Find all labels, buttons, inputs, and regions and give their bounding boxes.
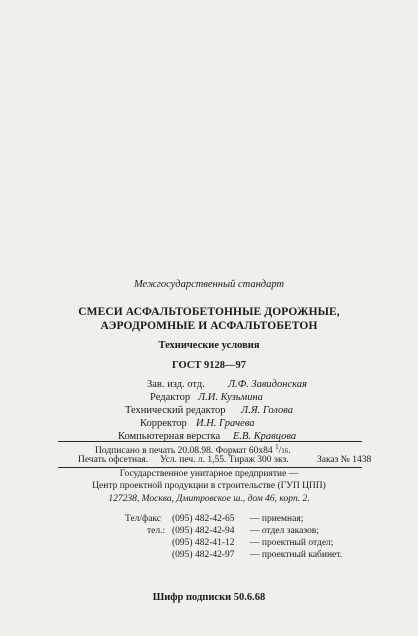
format-fraction: $^1$/16. <box>275 443 291 456</box>
phone-description: — приемная; <box>250 514 304 524</box>
phone-label: Тел/факс <box>125 514 162 524</box>
document-title-line-2: АЭРОДРОМНЫЕ И АСФАЛЬТОБЕТОН <box>100 320 318 332</box>
publisher-line-2: Центр проектной продукции в строительстве (ГУП ЦПП) <box>92 481 326 491</box>
credit-name: Л.Я. Голова <box>241 405 293 416</box>
credit-role: Корректор <box>140 418 187 429</box>
standard-kind: Межгосударственный стандарт <box>133 279 285 290</box>
publisher-line-1: Государственное унитарное предприятие — <box>119 469 299 479</box>
credit-role: Редактор <box>150 392 191 403</box>
phone-description: — отдел заказов; <box>250 526 319 536</box>
document-title-line-1: СМЕСИ АСФАЛЬТОБЕТОННЫЕ ДОРОЖНЫЕ, <box>78 306 340 318</box>
phone-description: — проектный кабинет. <box>250 550 343 560</box>
phone-number: (095) 482-42-97 <box>172 550 235 560</box>
imprint-signed-text: Подписано в печать 20.08.98. Формат 60х84 <box>95 446 273 456</box>
imprint-order: Заказ № 1438 <box>317 455 372 465</box>
phone-number: (095) 482-41-12 <box>172 538 235 548</box>
phone-description: — проектный отдел; <box>250 538 334 548</box>
subscription-cipher: Шифр подписки 50.6.68 <box>152 592 266 603</box>
standard-designation: ГОСТ 9128—97 <box>172 360 246 371</box>
divider-top <box>58 441 362 442</box>
credit-role: Технический редактор <box>125 405 226 416</box>
imprint-print-type: Печать офсетная. <box>78 455 149 465</box>
credit-name: Е.В. Кравцова <box>233 431 297 442</box>
credit-name: И.Н. Грачева <box>196 418 255 429</box>
format-fraction-numerator: 1 <box>275 443 279 451</box>
phone-label: тел.: <box>147 526 166 536</box>
credit-role: Зав. изд. отд. <box>147 379 205 390</box>
phone-number: (095) 482-42-94 <box>172 526 235 536</box>
imprint-sheets: Усл. печ. л. 1,55. Тираж 300 экз. <box>160 455 289 465</box>
credit-role: Компьютерная верстка <box>118 431 221 442</box>
divider-bottom <box>58 467 362 468</box>
format-fraction-denominator: 16 <box>281 447 289 455</box>
publisher-address: 127238, Москва, Дмитровское ш., дом 46, корп. 2. <box>108 494 310 504</box>
document-subtitle: Технические условия <box>158 340 260 351</box>
credit-name: Л.И. Кузьмина <box>198 392 263 403</box>
credit-name: Л.Ф. Завидонская <box>228 379 307 390</box>
phone-number: (095) 482-42-65 <box>172 514 235 524</box>
